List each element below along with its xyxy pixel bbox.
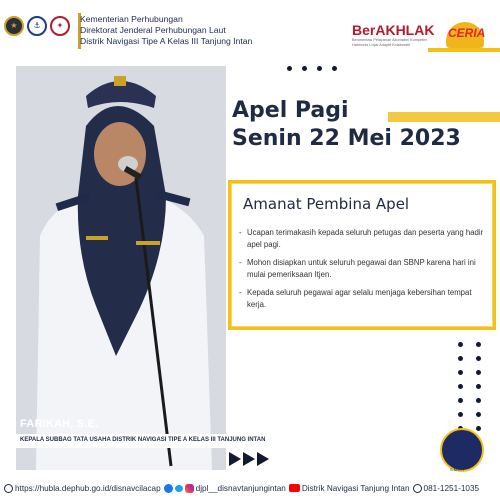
dot-pattern-right-a — [458, 342, 463, 431]
arrow-icon — [257, 452, 269, 466]
whatsapp-link[interactable] — [413, 484, 480, 493]
organization-name — [80, 14, 252, 47]
amanat-heading: Amanat Pembina Apel — [243, 195, 410, 213]
org-line: Kementerian Perhubungan — [80, 14, 183, 24]
amanat-item-text: Kepada seluruh pegawai agar selalu menjaga kebersihan tempat kerja. — [247, 288, 472, 309]
phone-number: 081-1251-1035 — [423, 483, 480, 493]
amanat-item-text: Mohon disiapkan untuk seluruh pegawai dan SBNP karena hari ini mulai pemeriksaan Itjen. — [247, 258, 476, 279]
berakhlak-subtitle: Berorientasi Pelayanan Akuntabel Kompeten Harmonis Loyal Adaptif Kolaboratif — [352, 38, 428, 47]
kemenhub-logo: ★ — [4, 16, 24, 36]
dot-pattern-top — [287, 66, 337, 71]
website-link[interactable] — [4, 484, 161, 493]
arrow-icon — [229, 452, 241, 466]
accent-bar-top — [428, 48, 500, 52]
social-link[interactable] — [164, 484, 286, 493]
globe-icon — [4, 484, 13, 493]
facebook-icon — [164, 484, 173, 493]
instagram-icon — [185, 484, 194, 493]
arrow-icon — [243, 452, 255, 466]
list-item: - Ucapan terimakasih kepada seluruh petugas dan peserta yang hadir apel pagi. — [239, 228, 484, 249]
hubla-logo: ⚓ — [27, 16, 47, 36]
header-logos — [4, 16, 70, 36]
smkt-label: S.M.K.T — [450, 467, 465, 472]
youtube-channel: Distrik Navigasi Tanjung Intan — [301, 483, 410, 493]
amanat-list — [239, 227, 487, 317]
youtube-link[interactable] — [289, 484, 410, 493]
speaker-name: FARIKAH, S.E. — [20, 418, 99, 430]
event-date: Senin 22 Mei 2023 — [232, 126, 461, 151]
org-line: Distrik Navigasi Tipe A Kelas III Tanjung Intan — [80, 36, 253, 46]
website-text: https://hubla.dephub.go.id/disnavcilacap — [15, 483, 161, 493]
disnav-logo: ✦ — [50, 16, 70, 36]
whatsapp-icon — [413, 484, 422, 493]
amanat-box — [228, 180, 496, 330]
org-line: Direktorat Jenderal Perhubungan Laut — [80, 25, 226, 35]
footer-bar — [0, 476, 500, 500]
twitter-icon — [175, 485, 183, 492]
accent-bar-mid — [388, 112, 500, 122]
smkt-logo — [440, 428, 484, 472]
list-item: - Kepada seluruh pegawai agar selalu menjaga kebersihan tempat kerja. — [239, 288, 472, 309]
event-title: Apel Pagi — [232, 98, 349, 123]
dot-pattern-right-b — [476, 342, 481, 431]
berakhlak-word: BerAKHLAK — [352, 22, 435, 38]
amanat-item-text: Ucapan terimakasih kepada seluruh petugas dan peserta yang hadir apel pagi. — [247, 228, 484, 249]
youtube-icon — [289, 484, 300, 492]
social-handle: djpl__disnavtanjungintan — [195, 483, 286, 493]
speaker-position: KEPALA SUBBAG TATA USAHA DISTRIK NAVIGASI TIPE A KELAS III TANJUNG INTAN — [20, 437, 266, 443]
list-item: - Mohon disiapkan untuk seluruh pegawai dan SBNP karena hari ini mulai pemeriksaan Itjen. — [239, 258, 476, 279]
ceria-word: CERIA — [448, 26, 486, 40]
berakhlak-logo — [352, 22, 434, 48]
speaker-photo — [16, 66, 226, 470]
